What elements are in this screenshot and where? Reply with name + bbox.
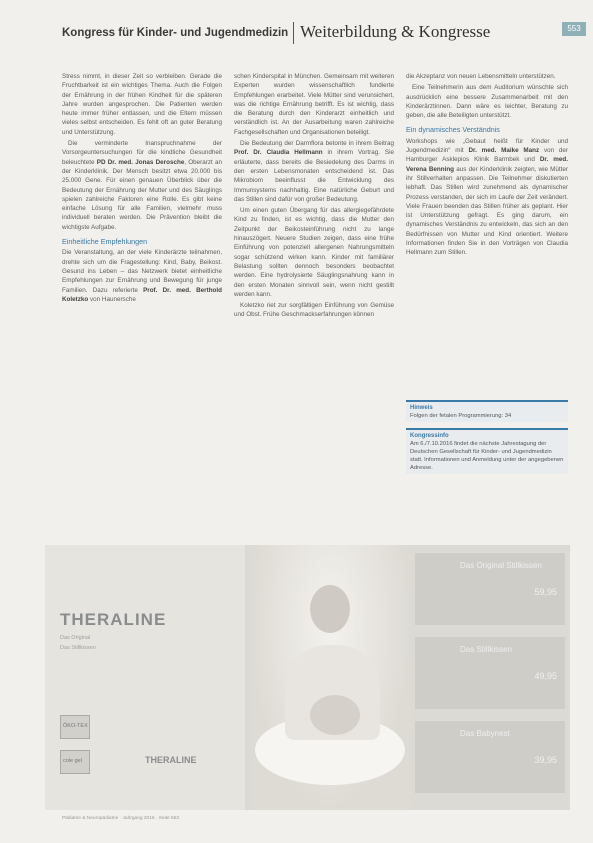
- footer: Pädiatrie & Neuropädiatrie · Jahrgang 2016 · Seite 553: [62, 816, 180, 821]
- column-1: [62, 72, 222, 306]
- person-name: Prof. Dr. Claudia Hellmann: [234, 149, 323, 157]
- text: von der Hamburger Asklepios Klinik Barmbek und: [406, 147, 568, 164]
- person-name: Prof. Dr. med. Berthold Koletzko: [62, 286, 222, 303]
- product-tile[interactable]: [415, 553, 565, 625]
- product-title: Das Babynest: [460, 729, 510, 738]
- col3-paragraph: [406, 137, 568, 258]
- text: von Haunersche: [88, 295, 136, 303]
- hinweis-box: [406, 400, 568, 422]
- col2-paragraph: [234, 139, 394, 204]
- person-name: PD Dr. med. Jonas Derosche: [96, 158, 185, 166]
- ad-line: Das Original: [60, 635, 91, 641]
- product-title: Das Stillkissen: [460, 645, 513, 654]
- column-3: [406, 72, 568, 260]
- col2-paragraph: Um einen guten Übergang für das allergiegefährdete Kind zu finden, ist es wichtig, dass die Mutter den Zeitpunkt der Beikosteinführung nicht zu lange hinauszögert. Neuere Studien zeigen, dass eine frühe Einführung von potenziell allergenen Nahrungsmitteln sogar schützend wirken kann. Kinder mit familiärer Belastung sollten dennoch besonders beobachtet werden. Eine hydrolysierte Säuglingsnahrung kann in den ersten Monaten sinnvoll sein, wenn nicht gestillt werden kann.: [234, 207, 394, 298]
- product-tile[interactable]: [415, 637, 565, 709]
- section-heading: Ein dynamisches Verständnis: [406, 125, 500, 135]
- col1-paragraph: [62, 248, 222, 304]
- gel-badge: [60, 750, 90, 774]
- brand-logo-small: THERALINE: [145, 755, 197, 765]
- text: in ihrem Vortrag. Sie erläuterte, dass bereits die Besiedelung des Darms in den ersten Lebensmonaten entscheidend ist. Das Mikrobiom beeinflusst die Entwicklung des Immunsystems nachhaltig. Eine natürliche Geburt und das Stillen sind dafür von großer Bedeutung.: [234, 149, 395, 203]
- baby-shape: [310, 695, 360, 735]
- box-text: Am 6./7.10.2016 findet die nächste Jahrestagung der Deutschen Gesellschaft für Kinder- und Jugendmedizin statt. Informationen und Anmeldung unter der angegebenen Adresse.: [410, 441, 564, 471]
- product-price: 59,95: [534, 587, 557, 597]
- header-divider: [293, 22, 294, 44]
- product-tile[interactable]: [415, 721, 565, 793]
- person-name: Dr. med. Verena Benning: [406, 156, 568, 173]
- product-price: 39,95: [534, 755, 557, 765]
- col3-paragraph: die Akzeptanz von neuen Lebensmitteln unterstützen.: [406, 73, 556, 80]
- advertisement[interactable]: [45, 545, 570, 810]
- text: Die Bedeutung der Darmflora betonte in ihrem Beitrag: [240, 140, 394, 148]
- gel-text: cole gel: [63, 758, 82, 764]
- col1-paragraph: [62, 139, 222, 232]
- col2-paragraph: Koletzko riet zur sorgfältigen Einführung von Gemüse und Obst. Frühe Geschmackserfahrungen können: [234, 302, 394, 319]
- col3-paragraph: Eine Teilnehmerin aus dem Auditorium wünschte sich ausdrücklich eine bessere Zusammenarbeit mit den Kinderärztinnen. Dann wäre es leichter, Beratung zu geben, die alle Beteiligten unterstützt.: [406, 84, 568, 120]
- text: aus der Kinderklinik zeigten, wie Mütter ihr Stillverhalten anpassen. Die Teilnehmer diskutierten lebhaft. Das Stillen wird zunehmend als dynamischer Prozess verstanden, der sich im Laufe der Zeit verändert. Viele Frauen beenden das Stillen früher als geplant. Hier ist Unterstützung gefragt. Es ging darum, ein dynamisches Verständnis zu entwickeln, das sich an den Bedürfnissen von Mutter und Kind orientiert. Weitere Informationen finden Sie in den Vorträgen von Claudia Hellmann zum Stillen.: [406, 165, 569, 257]
- page-number: 553: [562, 22, 586, 36]
- ad-line: Das Stillkissen: [60, 645, 96, 651]
- column-2: [234, 72, 394, 322]
- person-name: Dr. med. Maike Manz: [468, 147, 540, 155]
- product-price: 49,95: [534, 671, 557, 681]
- col1-paragraph: Stress nimmt, in dieser Zeit so verbleiben. Gerade die Fruchtbarkeit ist ein wichtiges Thema. Auch die Folgen der Ernährung in der frühen Kindheit für die späteren Jahre wurden angesprochen. Die Patienten werden heute immer früher entlassen, und die Eltern müssen vieles selbst entscheiden. Es fehlt oft an guter Beratung und Unterstützung.: [62, 73, 222, 136]
- box-text: Folgen der fetalen Programmierung: 34: [410, 413, 512, 419]
- text: Die Veranstaltung, an der viele Kinderärzte teilnahmen, drehte sich um die Fragestellung: Kind, Baby, Beikost. Gesund ins Leben – das Netzwerk bietet einheitliche Empfehlungen zur Ernährung und Bewegung für junge Familien. Dazu referierte: [62, 249, 222, 294]
- ad-brand-panel: [45, 545, 245, 810]
- brand-logo: THERALINE: [60, 610, 167, 629]
- head-shape: [310, 585, 350, 633]
- text: , Oberarzt an der Kinderklinik. Der Mensch besitzt etwa 20.000 bis 25.000 Gene. Für einen genauen Überblick über die Bedeutung der Ernährung der Mutter und des Säuglings spielen zahlreiche Faktoren eine Rolle. Es gibt keine einfache Lösung für alle Familien, vielmehr muss individuell beraten werden. Die Prävention bleibt die wichtigste Aufgabe.: [62, 158, 222, 231]
- header-left: Kongress für Kinder- und Jugendmedizin: [62, 27, 289, 39]
- box-title: Kongressinfo: [410, 433, 449, 439]
- box-title: Hinweis: [410, 405, 433, 411]
- text: Workshops wie „Gebaut heißt für Kinder und Jugendmedizin“ mit: [406, 137, 568, 155]
- seal-text: ÖKO-TEX: [63, 723, 88, 729]
- col2-paragraph: schen Kinderspital in München. Gemeinsam mit weiteren Experten wurden wissenschaftlich fundierte Empfehlungen erarbeitet. Viele Mütter sind verunsichert, was die richtige Ernährung betrifft. Es ist wichtig, dass die Beratung durch den Kinderarzt einheitlich und verständlich ist. An der Ausarbeitung waren zahlreiche Fachgesellschaften und Organisationen beteiligt.: [234, 73, 394, 136]
- kongress-box: [406, 428, 568, 474]
- section-heading: Einheitliche Empfehlungen: [62, 237, 148, 247]
- product-title: Das Original Stillkissen: [460, 561, 542, 570]
- header-right: Weiterbildung & Kongresse: [300, 22, 491, 41]
- ad-photo: [250, 545, 410, 810]
- text: Die verminderte Inanspruchnahme der Vorsorgeuntersuchungen für die kindliche Gesundheit beleuchtete: [62, 140, 222, 166]
- seal-badge: [60, 715, 90, 739]
